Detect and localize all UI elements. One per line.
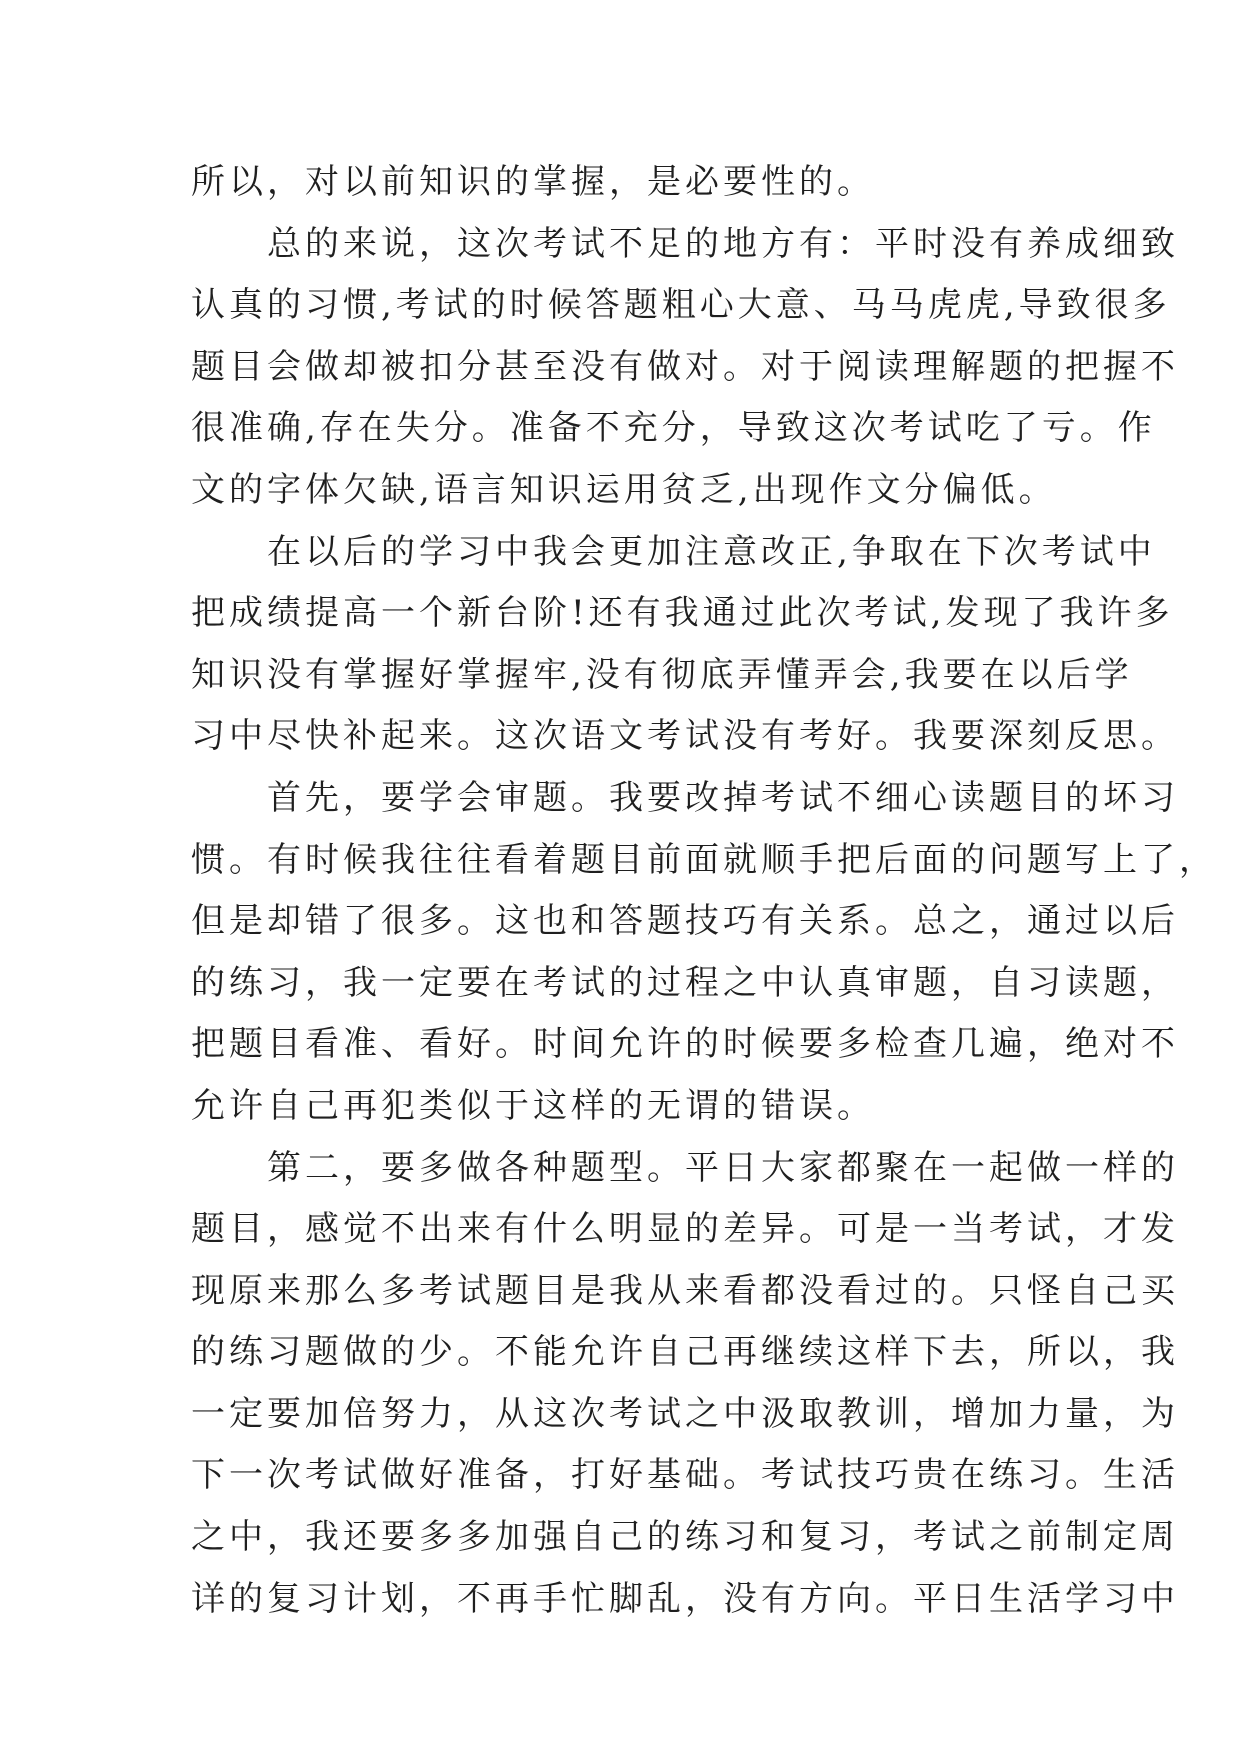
text-line: 知识没有掌握好掌握牢,没有彻底弄懂弄会,我要在以后学 — [191, 654, 1133, 695]
body-text — [191, 152, 1217, 1630]
text-line: 的练习，我一定要在考试的过程之中认真审题，自习读题， — [191, 962, 1179, 1003]
text-line: 把成绩提高一个新台阶!还有我通过此次考试,发现了我许多 — [191, 593, 1174, 634]
text-line: 所以，对以前知识的掌握，是必要性的。 — [191, 162, 875, 202]
text-line: 题目会做却被扣分甚至没有做对。对于阅读理解题的把握不 — [191, 346, 1179, 387]
text-line: 之中，我还要多多加强自己的练习和复习，考试之前制定周 — [191, 1517, 1179, 1558]
text-line: 文的字体欠缺,语言知识运用贫乏,出现作文分偏低。 — [191, 469, 1057, 510]
text-line: 详的复习计划，不再手忙脚乱，没有方向。平日生活学习中 — [191, 1578, 1179, 1619]
text-line: 惯。有时候我往往看着题目前面就顺手把后面的问题写上了， — [191, 839, 1217, 880]
text-line: 在以后的学习中我会更加注意改正,争取在下次考试中 — [191, 531, 1156, 572]
text-line: 一定要加倍努力，从这次考试之中汲取教训，增加力量，为 — [191, 1393, 1179, 1434]
text-line: 下一次考试做好准备，打好基础。考试技巧贵在练习。生活 — [191, 1455, 1179, 1496]
text-line: 总的来说，这次考试不足的地方有：平时没有养成细致 — [191, 223, 1179, 264]
text-line: 首先，要学会审题。我要改掉考试不细心读题目的坏习 — [191, 777, 1179, 818]
text-line: 允许自己再犯类似于这样的无谓的错误。 — [191, 1085, 875, 1126]
text-line: 认真的习惯,考试的时候答题粗心大意、马马虎虎,导致很多 — [191, 285, 1171, 326]
text-line: 但是却错了很多。这也和答题技巧有关系。总之，通过以后 — [191, 901, 1179, 942]
text-line: 的练习题做的少。不能允许自己再继续这样下去，所以，我 — [191, 1332, 1179, 1373]
text-line: 习中尽快补起来。这次语文考试没有考好。我要深刻反思。 — [191, 716, 1179, 757]
text-line: 把题目看准、看好。时间允许的时候要多检查几遍，绝对不 — [191, 1024, 1179, 1065]
text-line: 很准确,存在失分。准备不充分，导致这次考试吃了亏。作 — [191, 408, 1156, 449]
text-line: 现原来那么多考试题目是我从来看都没看过的。只怪自己买 — [191, 1270, 1179, 1311]
text-line: 第二，要多做各种题型。平日大家都聚在一起做一样的 — [191, 1147, 1179, 1188]
text-line: 题目，感觉不出来有什么明显的差异。可是一当考试，才发 — [191, 1209, 1179, 1250]
